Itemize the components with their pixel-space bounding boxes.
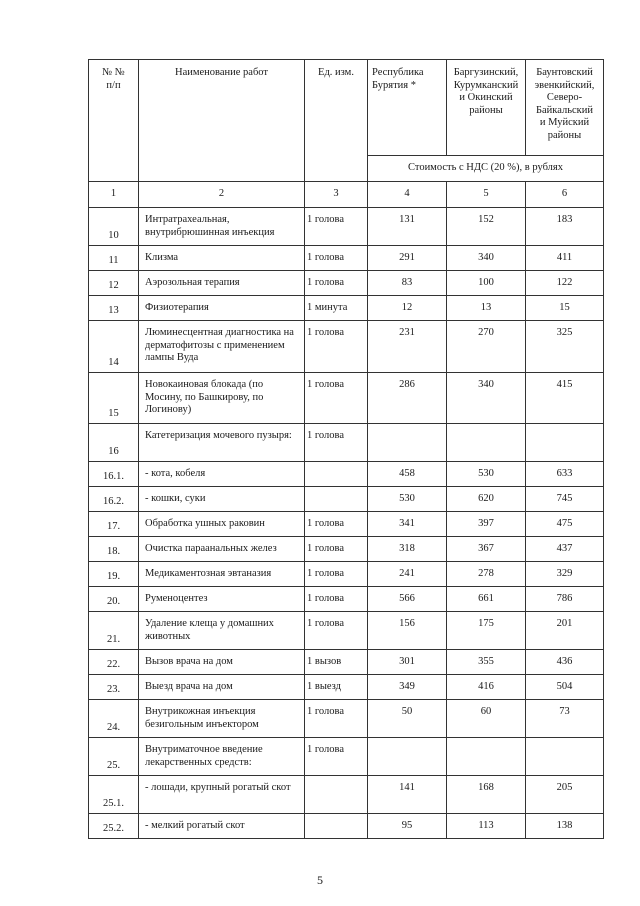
row-number: 18. <box>89 537 139 562</box>
unit-cell <box>305 814 368 839</box>
work-name: Медикаментозная эвтаназия <box>139 562 305 587</box>
row-number: 24. <box>89 700 139 738</box>
price-region-2: 13 <box>447 296 526 321</box>
unit-cell: 1 вызов <box>305 650 368 675</box>
work-name: Физиотерапия <box>139 296 305 321</box>
work-name: - лошади, крупный рогатый скот <box>139 776 305 814</box>
column-numbers-row <box>89 182 604 208</box>
price-region-1: 341 <box>368 512 447 537</box>
price-region-3: 411 <box>526 246 604 271</box>
price-region-2: 416 <box>447 675 526 700</box>
price-region-3: 437 <box>526 537 604 562</box>
table-row <box>89 738 604 776</box>
price-region-3: 183 <box>526 208 604 246</box>
table-row <box>89 650 604 675</box>
table-row <box>89 814 604 839</box>
row-number: 19. <box>89 562 139 587</box>
row-number: 25.1. <box>89 776 139 814</box>
price-region-2: 270 <box>447 321 526 373</box>
price-region-3: 205 <box>526 776 604 814</box>
unit-cell: 1 голова <box>305 246 368 271</box>
header-region-3: Баунтовский эвенкийский, Северо- Байкальский и Муйский районы <box>526 60 604 156</box>
unit-cell <box>305 487 368 512</box>
table-row <box>89 462 604 487</box>
table-row <box>89 246 604 271</box>
table-row <box>89 208 604 246</box>
price-region-3: 325 <box>526 321 604 373</box>
unit-cell: 1 голова <box>305 562 368 587</box>
unit-cell: 1 голова <box>305 537 368 562</box>
header-region-2: Баргузинский, Курумканский и Окинский районы <box>447 60 526 156</box>
work-name: Катетеризация мочевого пузыря: <box>139 424 305 462</box>
table-row <box>89 296 604 321</box>
table-row <box>89 587 604 612</box>
row-number: 15 <box>89 373 139 424</box>
unit-cell: 1 выезд <box>305 675 368 700</box>
work-name: - кота, кобеля <box>139 462 305 487</box>
header-name: Наименование работ <box>139 60 305 182</box>
unit-cell: 1 голова <box>305 738 368 776</box>
price-region-1: 141 <box>368 776 447 814</box>
unit-cell <box>305 776 368 814</box>
price-region-3: 138 <box>526 814 604 839</box>
cost-caption: Стоимость с НДС (20 %), в рублях <box>368 156 604 182</box>
row-number: 11 <box>89 246 139 271</box>
price-region-1: 231 <box>368 321 447 373</box>
price-region-3: 329 <box>526 562 604 587</box>
price-region-1: 286 <box>368 373 447 424</box>
work-name: Выезд врача на дом <box>139 675 305 700</box>
unit-cell: 1 минута <box>305 296 368 321</box>
row-number: 17. <box>89 512 139 537</box>
price-region-1: 530 <box>368 487 447 512</box>
row-number: 25. <box>89 738 139 776</box>
price-region-2: 100 <box>447 271 526 296</box>
price-region-2: 340 <box>447 246 526 271</box>
price-region-2: 367 <box>447 537 526 562</box>
work-name: Руменоцентез <box>139 587 305 612</box>
unit-cell: 1 голова <box>305 700 368 738</box>
table-row <box>89 537 604 562</box>
price-region-2: 60 <box>447 700 526 738</box>
unit-cell: 1 голова <box>305 612 368 650</box>
table-row <box>89 424 604 462</box>
row-number: 25.2. <box>89 814 139 839</box>
table-row <box>89 612 604 650</box>
row-number: 23. <box>89 675 139 700</box>
column-number: 6 <box>526 182 604 208</box>
work-name: Внутрикожная инъекция безигольным инъектором <box>139 700 305 738</box>
table-row <box>89 321 604 373</box>
row-number: 10 <box>89 208 139 246</box>
table-row <box>89 776 604 814</box>
price-region-1: 50 <box>368 700 447 738</box>
price-region-2: 620 <box>447 487 526 512</box>
row-number: 13 <box>89 296 139 321</box>
unit-cell <box>305 462 368 487</box>
price-region-1: 291 <box>368 246 447 271</box>
work-name: Аэрозольная терапия <box>139 271 305 296</box>
work-name: Новокаиновая блокада (по Мосину, по Башкирову, по Логинову) <box>139 373 305 424</box>
work-name: Внутриматочное введение лекарственных средств: <box>139 738 305 776</box>
column-number: 4 <box>368 182 447 208</box>
price-region-2: 355 <box>447 650 526 675</box>
unit-cell: 1 голова <box>305 424 368 462</box>
price-region-1: 12 <box>368 296 447 321</box>
price-region-3: 15 <box>526 296 604 321</box>
price-region-3: 504 <box>526 675 604 700</box>
table-row <box>89 487 604 512</box>
price-region-2 <box>447 424 526 462</box>
price-region-1: 349 <box>368 675 447 700</box>
page-number: 5 <box>317 873 323 887</box>
price-region-3: 415 <box>526 373 604 424</box>
table-row <box>89 271 604 296</box>
header-num: № № п/п <box>89 60 139 182</box>
unit-cell: 1 голова <box>305 373 368 424</box>
price-region-2: 661 <box>447 587 526 612</box>
price-region-1: 95 <box>368 814 447 839</box>
work-name: - мелкий рогатый скот <box>139 814 305 839</box>
price-region-3: 786 <box>526 587 604 612</box>
work-name: Интратрахеальная, внутрибрюшинная инъекция <box>139 208 305 246</box>
unit-cell: 1 голова <box>305 271 368 296</box>
price-region-1: 241 <box>368 562 447 587</box>
table-row <box>89 373 604 424</box>
table-row <box>89 675 604 700</box>
work-name: Удаление клеща у домашних животных <box>139 612 305 650</box>
price-region-2: 340 <box>447 373 526 424</box>
price-region-2: 397 <box>447 512 526 537</box>
price-region-3: 436 <box>526 650 604 675</box>
price-region-1: 156 <box>368 612 447 650</box>
price-region-2: 113 <box>447 814 526 839</box>
price-region-3: 73 <box>526 700 604 738</box>
work-name: - кошки, суки <box>139 487 305 512</box>
unit-cell: 1 голова <box>305 587 368 612</box>
price-region-1: 458 <box>368 462 447 487</box>
work-name: Очистка параанальных желез <box>139 537 305 562</box>
price-region-1: 566 <box>368 587 447 612</box>
row-number: 16.2. <box>89 487 139 512</box>
price-region-1: 83 <box>368 271 447 296</box>
price-region-3: 745 <box>526 487 604 512</box>
row-number: 16 <box>89 424 139 462</box>
price-table <box>88 59 604 839</box>
row-number: 20. <box>89 587 139 612</box>
price-region-3: 201 <box>526 612 604 650</box>
column-number: 1 <box>89 182 139 208</box>
price-region-3: 122 <box>526 271 604 296</box>
work-name: Клизма <box>139 246 305 271</box>
table-row <box>89 562 604 587</box>
table-row <box>89 700 604 738</box>
price-region-1: 318 <box>368 537 447 562</box>
work-name: Вызов врача на дом <box>139 650 305 675</box>
header-region-1: Республика Бурятия * <box>368 60 447 156</box>
header-unit: Ед. изм. <box>305 60 368 182</box>
unit-cell: 1 голова <box>305 512 368 537</box>
price-region-2: 152 <box>447 208 526 246</box>
price-region-3 <box>526 424 604 462</box>
price-region-2: 168 <box>447 776 526 814</box>
work-name: Люминесцентная диагностика на дерматофитозы с применением лампы Вуда <box>139 321 305 373</box>
price-region-2: 175 <box>447 612 526 650</box>
unit-cell: 1 голова <box>305 208 368 246</box>
column-number: 5 <box>447 182 526 208</box>
price-region-2 <box>447 738 526 776</box>
unit-cell: 1 голова <box>305 321 368 373</box>
column-number: 3 <box>305 182 368 208</box>
row-number: 14 <box>89 321 139 373</box>
work-name: Обработка ушных раковин <box>139 512 305 537</box>
price-region-2: 530 <box>447 462 526 487</box>
row-number: 16.1. <box>89 462 139 487</box>
price-region-1 <box>368 738 447 776</box>
price-region-1 <box>368 424 447 462</box>
price-region-3: 633 <box>526 462 604 487</box>
price-region-1: 131 <box>368 208 447 246</box>
price-region-1: 301 <box>368 650 447 675</box>
price-region-3: 475 <box>526 512 604 537</box>
table-row <box>89 512 604 537</box>
row-number: 12 <box>89 271 139 296</box>
row-number: 21. <box>89 612 139 650</box>
column-number: 2 <box>139 182 305 208</box>
row-number: 22. <box>89 650 139 675</box>
price-region-2: 278 <box>447 562 526 587</box>
price-region-3 <box>526 738 604 776</box>
